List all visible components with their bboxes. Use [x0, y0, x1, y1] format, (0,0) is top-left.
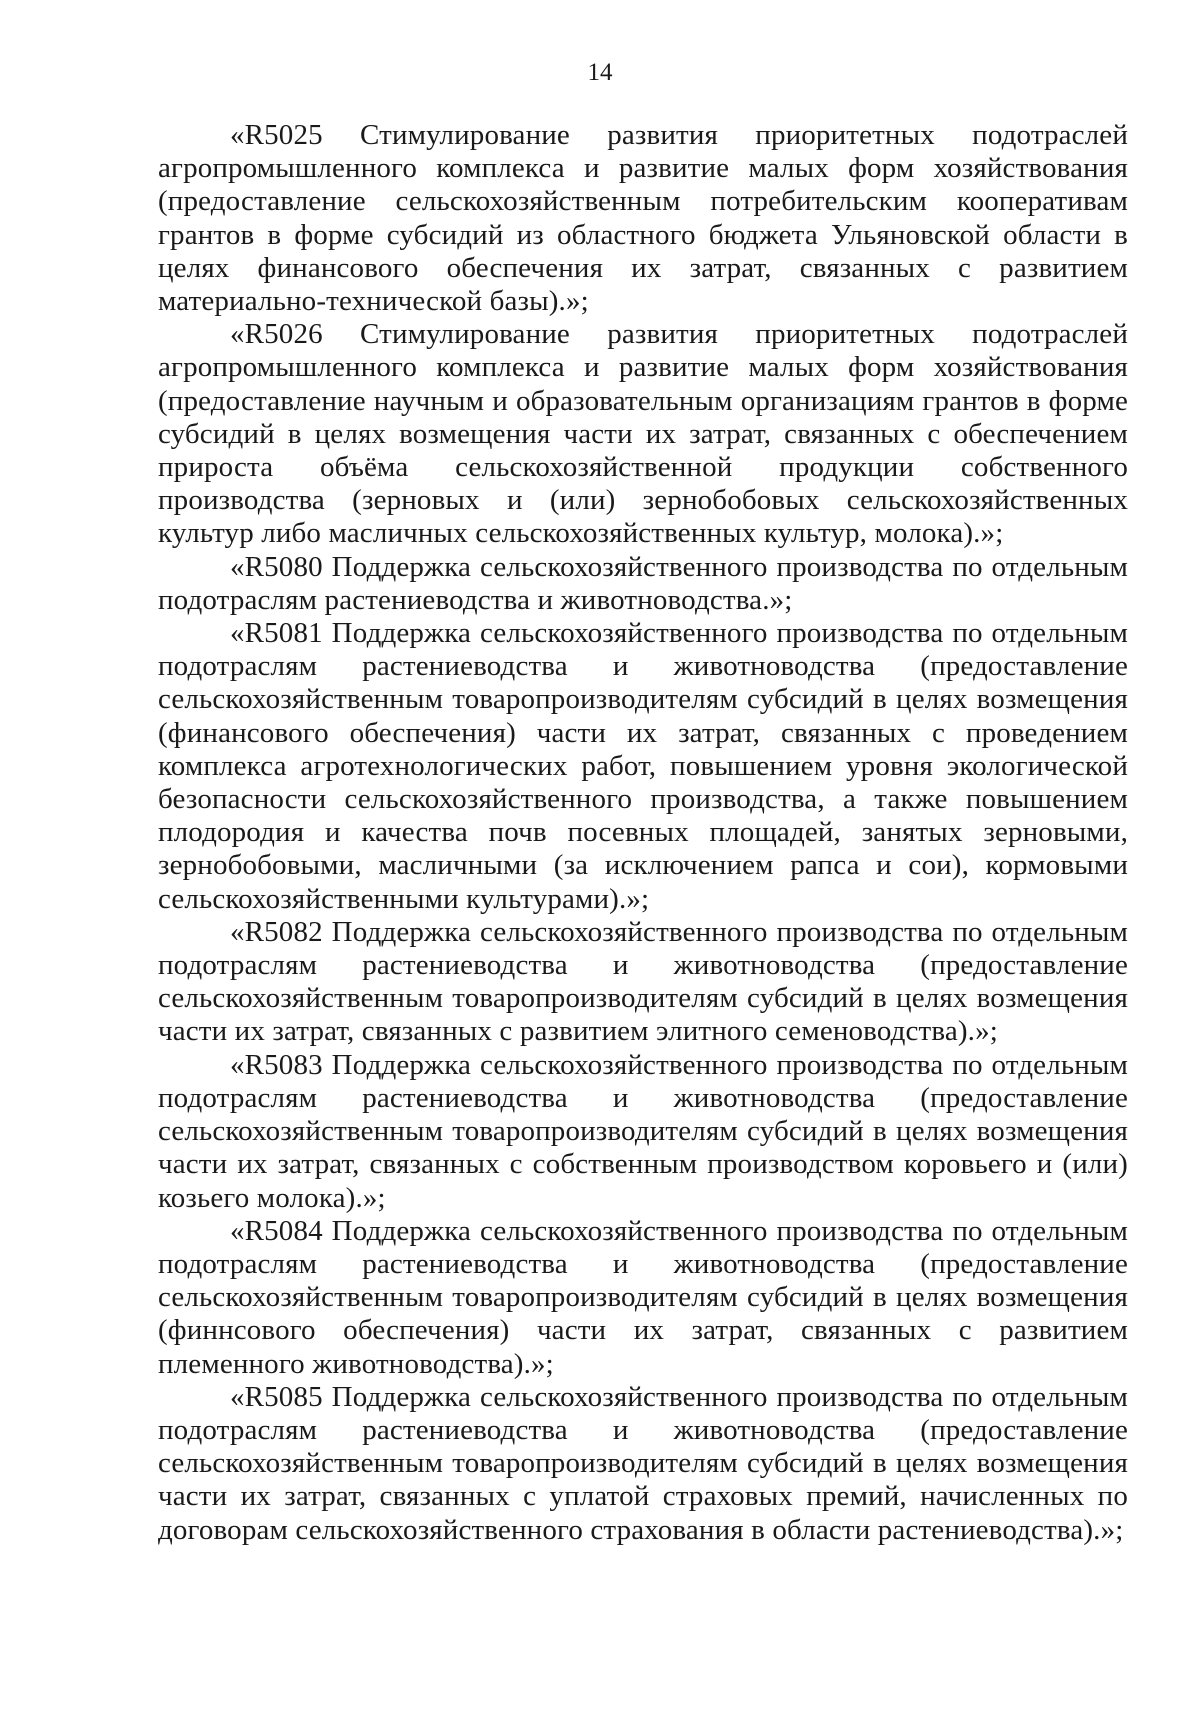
paragraph-r5025: «R5025 Стимулирование развития приоритетных подотраслей агропромышленного комплекса и развитие малых форм хозяйствования (предоставление сельскохозяйственным потребительским кооперативам грантов в форме субсидий из областного бюджета Ульяновской области в целях финансового обеспечения их затрат, связанных с развитием материально-технической базы).»; — [158, 119, 1128, 318]
paragraph-r5085: «R5085 Поддержка сельскохозяйственного производства по отдельным подотраслям растениеводства и животноводства (предоставление сельскохозяйственным товаропроизводителям субсидий в целях возмещения части их затрат, связанных с уплатой страховых премий, начисленных по договорам сельскохозяйственного страхования в области растениеводства).»; — [158, 1380, 1128, 1546]
paragraph-r5083: «R5083 Поддержка сельскохозяйственного производства по отдельным подотраслям растениеводства и животноводства (предоставление сельскохозяйственным товаропроизводителям субсидий в целях возмещения части их затрат, связанных с собственным производством коровьего и (или) козьего молока).»; — [158, 1048, 1128, 1214]
paragraph-r5081: «R5081 Поддержка сельскохозяйственного производства по отдельным подотраслям растениеводства и животноводства (предоставление сельскохозяйственным товаропроизводителям субсидий в целях возмещения (финансового обеспечения) части их затрат, связанных с проведением комплекса агротехнологических работ, повышением уровня экологической безопасности сельскохозяйственного производства, а также повышением плодородия и качества почв посевных площадей, занятых зерновыми, зернобобовыми, масличными (за исключением рапса и сои), кормовыми сельскохозяйственными культурами).»; — [158, 617, 1128, 915]
paragraph-r5026: «R5026 Стимулирование развития приоритетных подотраслей агропромышленного комплекса и развитие малых форм хозяйствования (предоставление научным и образовательным организациям грантов в форме субсидий в целях возмещения части их затрат, связанных с обеспечением прироста объёма сельскохозяйственной продукции собственного производства (зерновых и (или) зернобобовых сельскохозяйственных культур либо масличных сельскохозяйственных культур, молока).»; — [158, 318, 1128, 550]
paragraph-r5082: «R5082 Поддержка сельскохозяйственного производства по отдельным подотраслям растениеводства и животноводства (предоставление сельскохозяйственным товаропроизводителям субсидий в целях возмещения части их затрат, связанных с развитием элитного семеноводства).»; — [158, 915, 1128, 1048]
paragraph-r5084: «R5084 Поддержка сельскохозяйственного производства по отдельным подотраслям растениеводства и животноводства (предоставление сельскохозяйственным товаропроизводителям субсидий в целях возмещения (финнсового обеспечения) части их затрат, связанных с развитием племенного животноводства).»; — [158, 1214, 1128, 1380]
document-body — [158, 119, 1128, 1547]
page-number: 14 — [587, 59, 613, 86]
paragraph-r5080: «R5080 Поддержка сельскохозяйственного производства по отдельным подотраслям растениеводства и животноводства.»; — [158, 550, 1128, 616]
